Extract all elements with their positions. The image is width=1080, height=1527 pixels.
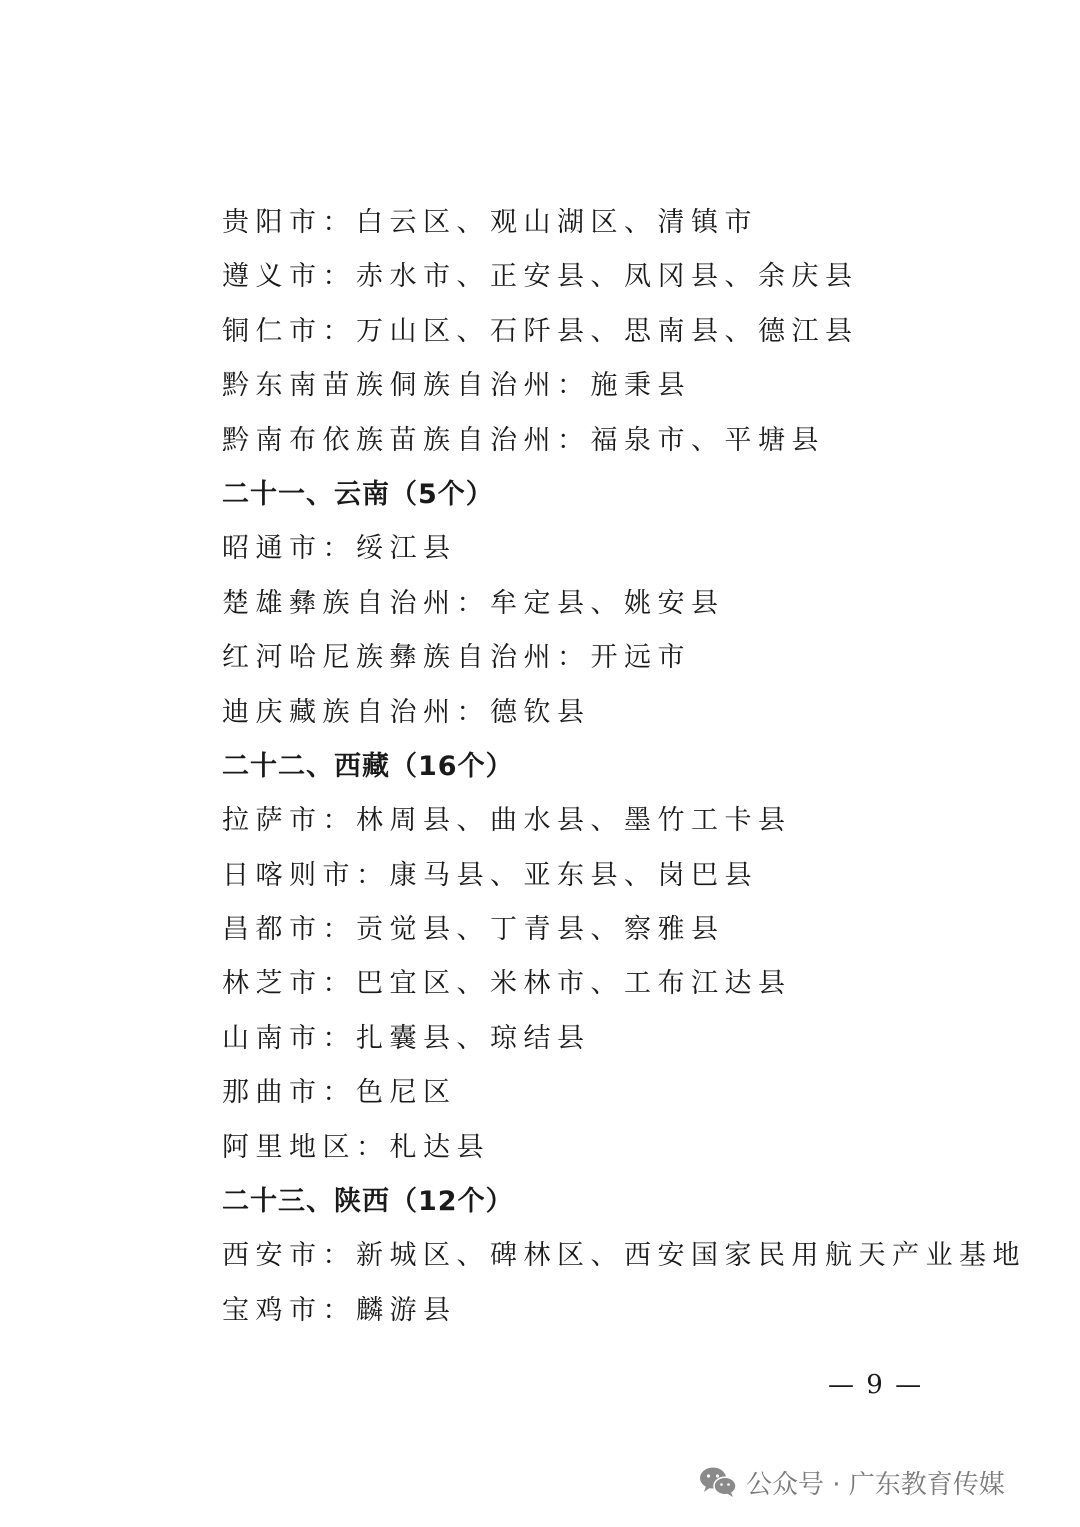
section-heading: 二十一、云南（5个）	[222, 478, 494, 510]
section-heading: 二十三、陕西（12个）	[222, 1186, 514, 1218]
document-body	[222, 196, 1026, 1338]
list-line: 阿里地区：札达县	[222, 1131, 490, 1163]
list-line: 日喀则市：康马县、亚东县、岗巴县	[222, 859, 758, 891]
list-line: 铜仁市：万山区、石阡县、思南县、德江县	[222, 315, 859, 347]
list-line: 山南市：扎囊县、琼结县	[222, 1022, 591, 1054]
list-line: 宝鸡市：麟游县	[222, 1294, 457, 1326]
list-line: 林芝市：巴宜区、米林市、工布江达县	[222, 968, 792, 1000]
list-line: 昌都市：贡觉县、丁青县、察雅县	[222, 914, 725, 946]
list-line: 楚雄彝族自治州：牟定县、姚安县	[222, 587, 725, 619]
watermark-text: 公众号 · 广东教育传媒	[746, 1469, 1005, 1500]
watermark	[698, 1462, 1005, 1502]
list-line: 那曲市：色尼区	[222, 1077, 457, 1109]
section-heading: 二十二、西藏（16个）	[222, 750, 514, 782]
list-line: 红河哈尼族彝族自治州：开远市	[222, 642, 691, 674]
list-line: 贵阳市：白云区、观山湖区、清镇市	[222, 207, 758, 238]
list-line: 昭通市：绥江县	[222, 533, 457, 565]
list-line: 黔南布依族苗族自治州：福泉市、平塘县	[222, 424, 825, 456]
list-line: 遵义市：赤水市、正安县、凤冈县、余庆县	[222, 261, 859, 293]
list-line: 拉萨市：林周县、曲水县、墨竹工卡县	[222, 805, 792, 837]
page-number: — 9 —	[828, 1370, 924, 1400]
list-line: 迪庆藏族自治州：德钦县	[222, 696, 591, 728]
list-line: 西安市：新城区、碑林区、西安国家民用航天产业基地	[222, 1240, 1026, 1272]
wechat-icon	[698, 1465, 738, 1499]
list-line: 黔东南苗族侗族自治州：施秉县	[222, 370, 691, 402]
